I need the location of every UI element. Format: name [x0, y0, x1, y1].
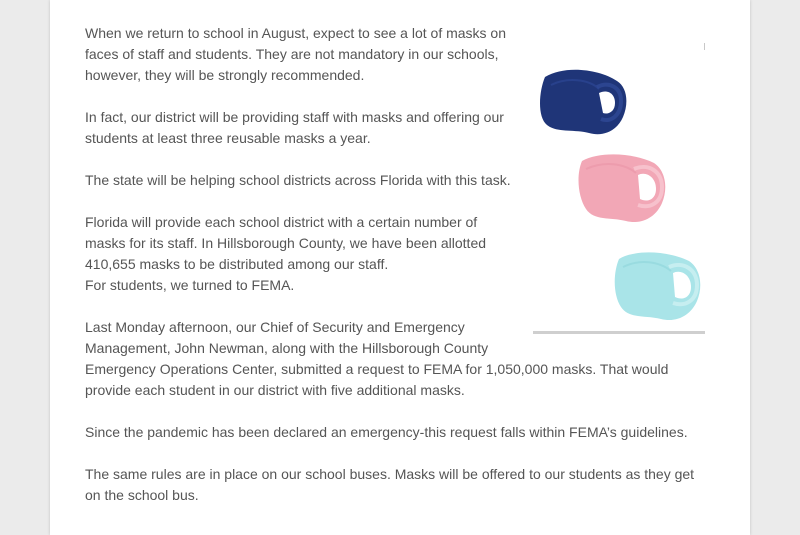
paragraph-2: In fact, our district will be providing staff with masks and offering our students at least three reusable masks a year. [85, 109, 504, 146]
paragraph-4-line-2: For students, we turned to FEMA. [85, 277, 295, 293]
article-body [85, 23, 705, 527]
paragraph-5: Last Monday afternoon, our Chief of Security and Emergency Management, John Newman, along with the Hillsborough County Emergency Operations Center, submitted a request to FEMA for 1,050,000 masks. That would provide each student in our district with five additional masks. [85, 319, 669, 398]
paragraph-4-line-1: Florida will provide each school district with a certain number of masks for its staff. In Hillsborough County, we have been allotted 410,655 masks to be distributed among our staff. [85, 214, 487, 272]
navy-mask-illustration [537, 63, 629, 139]
article-card [50, 0, 750, 535]
aqua-mask-illustration [613, 243, 703, 325]
paragraph-6: Since the pandemic has been declared an emergency-this request falls within FEMA’s guidelines. [85, 424, 688, 440]
pink-mask-illustration [576, 147, 668, 227]
paragraph-1: When we return to school in August, expect to see a lot of masks on faces of staff and students. They are not mandatory in our schools, however, they will be strongly recommended. [85, 25, 507, 83]
paragraph-7: The same rules are in place on our school buses. Masks will be offered to our students as they get on the school bus. [85, 466, 695, 503]
paragraph-3: The state will be helping school districts across Florida with this task. [85, 172, 511, 188]
image-edge-marker [704, 43, 705, 50]
masks-image [533, 23, 705, 334]
